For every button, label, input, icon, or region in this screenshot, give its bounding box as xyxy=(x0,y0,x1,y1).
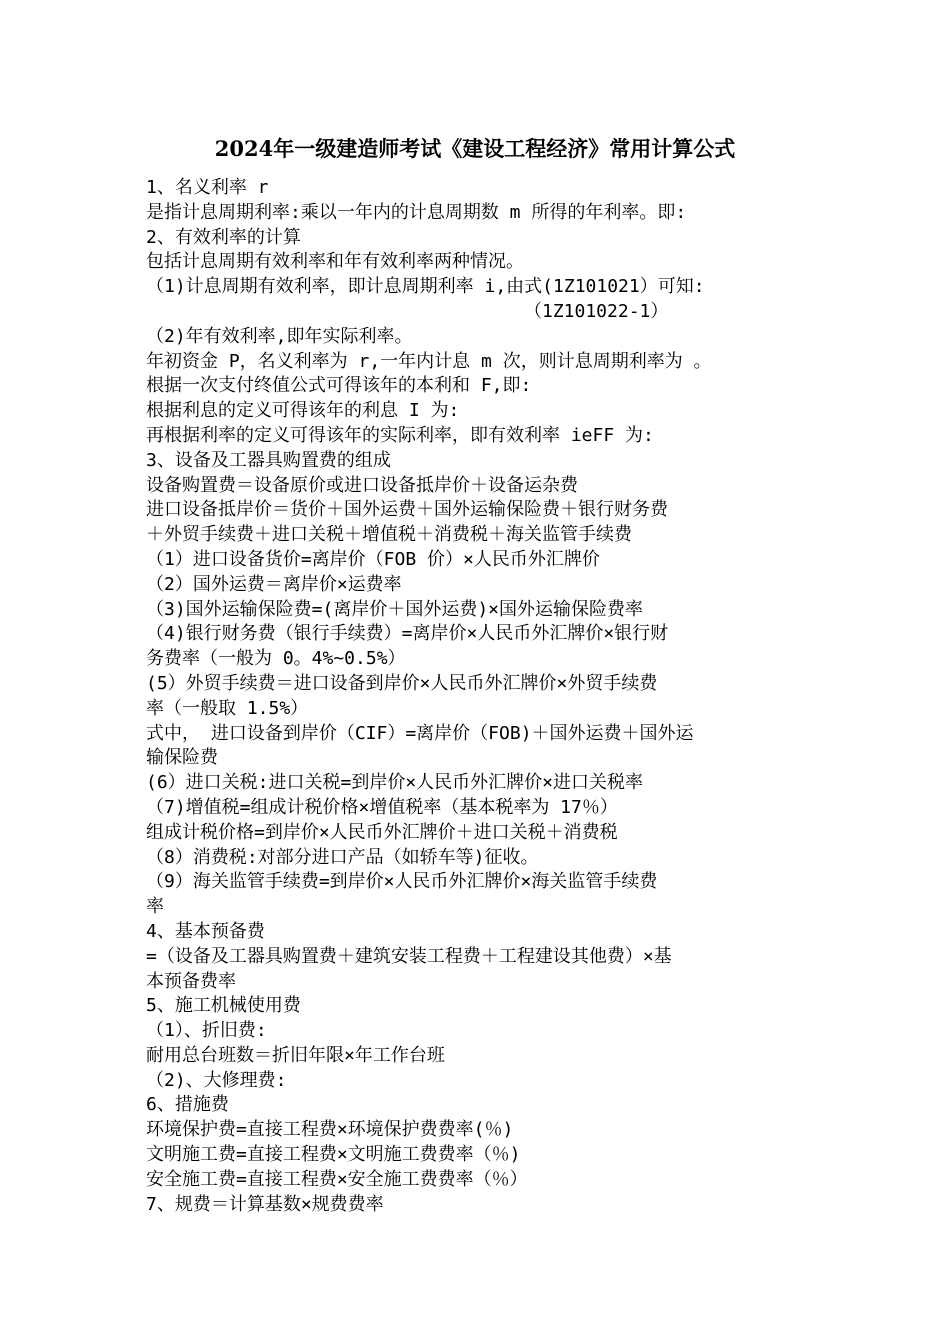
text-line: （1）、折旧费: xyxy=(146,1020,267,1042)
text-line: （9）海关监管手续费=到岸价×人民币外汇牌价×海关监管手续费 xyxy=(146,871,658,893)
text-line: （1)计息周期有效利率，即计息周期利率 i,由式(1Z101021）可知: xyxy=(146,276,705,298)
text-line: =（设备及工器具购置费＋建筑安装工程费＋工程建设其他费）×基 xyxy=(146,945,672,967)
text-line: （7)增值税=组成计税价格×增值税率（基本税率为 17％） xyxy=(146,796,618,818)
text-line: （8）消费税:对部分进口产品（如轿车等)征收。 xyxy=(146,846,539,868)
text-line: 7、规费＝计算基数×规费费率 xyxy=(146,1193,384,1215)
text-line: （2)、大修理费: xyxy=(146,1069,287,1091)
text-line: (5）外贸手续费＝进口设备到岸价×人民币外汇牌价×外贸手续费 xyxy=(146,672,658,694)
text-line: 是指计息周期利率:乘以一年内的计息周期数 m 所得的年利率。即: xyxy=(146,201,687,223)
text-line: 再根据利率的定义可得该年的实际利率，即有效利率 ieFF 为: xyxy=(146,424,654,446)
text-line: (6）进口关税:进口关税=到岸价×人民币外汇牌价×进口关税率 xyxy=(146,772,644,794)
text-line: 2、有效利率的计算 xyxy=(146,226,301,248)
text-line: 根据利息的定义可得该年的利息 I 为: xyxy=(146,400,460,422)
text-line: 耐用总台班数＝折旧年限×年工作台班 xyxy=(146,1044,445,1066)
text-line: （1）进口设备货价=离岸价（FOB 价）×人民币外汇牌价 xyxy=(146,548,600,570)
text-line: 5、施工机械使用费 xyxy=(146,995,301,1017)
text-line: 本预备费率 xyxy=(146,970,236,992)
document-title: 2024年一级建造师考试《建设工程经济》常用计算公式 xyxy=(214,136,736,161)
text-line: 年初资金 P，名义利率为 r,一年内计息 m 次，则计息周期利率为 。 xyxy=(146,350,712,372)
text-line: 率（一般取 1.5%） xyxy=(146,697,309,719)
equation-number: （1Z101022-1） xyxy=(524,300,669,322)
text-line: 率 xyxy=(146,896,164,918)
text-line: （3)国外运输保险费=(离岸价＋国外运费)×国外运输保险费率 xyxy=(146,598,644,620)
text-line: 环境保护费=直接工程费×环境保护费费率(％) xyxy=(146,1119,514,1141)
text-line: 3、设备及工器具购置费的组成 xyxy=(146,449,391,471)
text-line: 输保险费 xyxy=(146,747,218,769)
text-line: 组成计税价格=到岸价×人民币外汇牌价＋进口关税＋消费税 xyxy=(146,821,618,843)
text-line: （4)银行财务费（银行手续费）=离岸价×人民币外汇牌价×银行财 xyxy=(146,623,669,645)
text-line: 设备购置费＝设备原价或进口设备抵岸价＋设备运杂费 xyxy=(146,474,578,496)
text-line: 文明施工费=直接工程费×文明施工费费率（％) xyxy=(146,1144,521,1166)
text-line: 1、名义利率 r xyxy=(146,177,269,198)
document-body xyxy=(146,176,810,1217)
text-line: 务费率（一般为 0。4%~0.5%） xyxy=(146,648,406,670)
text-line: （2）国外运费＝离岸价×运费率 xyxy=(146,573,402,595)
text-line: 式中， 进口设备到岸价（CIF）=离岸价（FOB)＋国外运费＋国外运 xyxy=(146,722,694,744)
text-line: 根据一次支付终值公式可得该年的本利和 F,即: xyxy=(146,375,532,397)
text-line: 进口设备抵岸价＝货价＋国外运费＋国外运输保险费＋银行财务费 xyxy=(146,499,668,521)
text-line: 包括计息周期有效利率和年有效利率两种情况。 xyxy=(146,251,524,273)
text-line: ＋外贸手续费＋进口关税＋增值税＋消费税＋海关监管手续费 xyxy=(146,524,632,546)
text-line: 4、基本预备费 xyxy=(146,920,265,942)
text-line: （2)年有效利率,即年实际利率。 xyxy=(146,325,413,347)
text-line: 6、措施费 xyxy=(146,1094,229,1116)
text-line: 安全施工费=直接工程费×安全施工费费率（％） xyxy=(146,1168,528,1190)
